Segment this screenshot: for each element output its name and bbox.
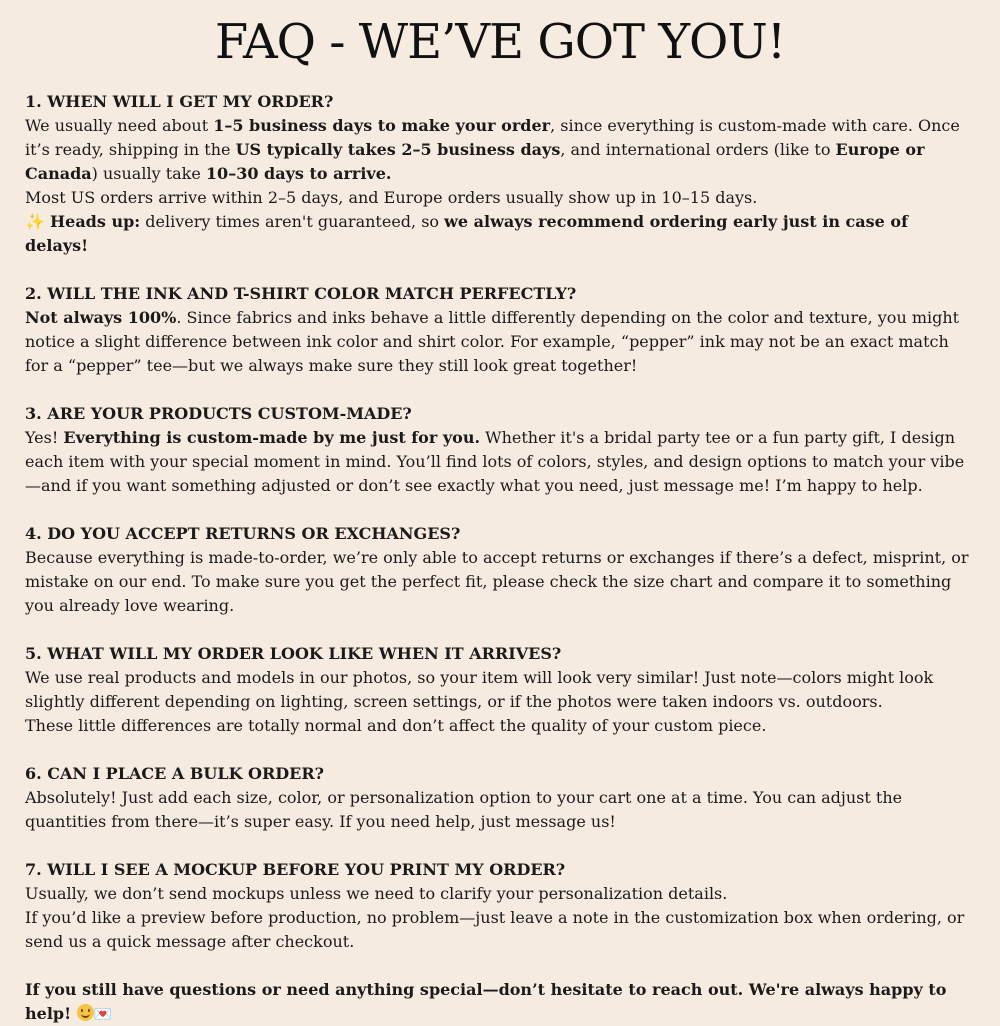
faq-answer: Because everything is made-to-order, we’re only able to accept returns or exchanges if there’s a defect, misprint, or mistake on our end. To make sure you get the perfect fit, please check the size chart and compare it to something you already love wearing.	[25, 548, 969, 615]
faq-question: 3. ARE YOUR PRODUCTS CUSTOM-MADE?	[25, 404, 412, 423]
answer-text: , and international orders (like to	[560, 140, 836, 159]
faq-answer: Absolutely! Just add each size, color, or personalization option to your cart one at a time. You can adjust the quantities from there—it’s super easy. If you need help, just message us!	[25, 788, 903, 831]
answer-text: We usually need about	[25, 116, 214, 135]
faq-answer: Usually, we don’t send mockups unless we need to clarify your personalization details.	[25, 884, 728, 903]
answer-text: , since everything is custom-made with care. Once it’s ready, shipping in the	[25, 116, 960, 159]
answer-emphasis: Everything is custom-made by me just for you.	[63, 428, 481, 447]
answer-emphasis: Not always 100%	[25, 308, 177, 327]
faq-answer	[25, 210, 975, 258]
answer-text: Yes!	[25, 428, 64, 447]
sparkle-icon: ✨	[25, 212, 45, 231]
faq-answer: Most US orders arrive within 2–5 days, and Europe orders usually show up in 10–15 days.	[25, 188, 758, 207]
answer-text: delivery times aren't guaranteed, so	[140, 212, 445, 231]
answer-emphasis: Heads up:	[50, 212, 141, 231]
faq-answer	[25, 114, 975, 186]
love-letter-icon: 💌	[93, 1005, 113, 1023]
faq-item-2	[25, 282, 975, 378]
answer-emphasis: Europe or Canada	[25, 140, 925, 183]
closing-text: If you still have questions or need anything special—don’t hesitate to reach out. We're always happy to help!	[25, 980, 947, 1023]
faq-answer: If you’d like a preview before production, no problem—just leave a note in the customization box when ordering, or send us a quick message after checkout.	[25, 908, 965, 951]
faq-question: 5. WHAT WILL MY ORDER LOOK LIKE WHEN IT ARRIVES?	[25, 644, 562, 663]
faq-item-6	[25, 762, 975, 834]
faq-question: 6. CAN I PLACE A BULK ORDER?	[25, 764, 325, 783]
smile-icon	[77, 1004, 94, 1021]
closing-message	[25, 978, 975, 1026]
faq-body	[25, 90, 975, 1026]
answer-text: Whether it's a bridal party tee or a fun party gift, I design each item with your special moment in mind. You’ll find lots of colors, styles, and design options to match your vibe—and if you want something adjusted or don’t see exactly what you need, just message me! I’m happy to help.	[25, 428, 965, 495]
faq-answer	[25, 426, 975, 498]
faq-item-3	[25, 402, 975, 498]
faq-question: 2. WILL THE INK AND T-SHIRT COLOR MATCH PERFECTLY?	[25, 284, 577, 303]
faq-question: 4. DO YOU ACCEPT RETURNS OR EXCHANGES?	[25, 524, 461, 543]
answer-text: ) usually take	[91, 164, 206, 183]
faq-item-7	[25, 858, 975, 954]
answer-emphasis: 10–30 days to arrive.	[205, 164, 392, 183]
faq-item-5	[25, 642, 975, 738]
faq-question: 1. WHEN WILL I GET MY ORDER?	[25, 92, 334, 111]
answer-emphasis: US typically takes 2–5 business days	[235, 140, 561, 159]
page-title: FAQ - WE’VE GOT YOU!	[214, 14, 786, 70]
faq-answer: These little differences are totally normal and don’t affect the quality of your custom piece.	[25, 716, 767, 735]
faq-answer: We use real products and models in our photos, so your item will look very similar! Just note—colors might look slightly different depending on lighting, screen settings, or if the photos were taken indoors vs. outdoors.	[25, 668, 934, 711]
faq-item-4	[25, 522, 975, 618]
answer-emphasis: we always recommend ordering early just in case of delays!	[25, 212, 908, 255]
answer-text: . Since fabrics and inks behave a little differently depending on the color and texture, you might notice a slight difference between ink color and shirt color. For example, “pepper” ink may not be an exact match for a “pepper” tee—but we always make sure they still look great together!	[25, 308, 960, 375]
faq-item-1	[25, 90, 975, 258]
answer-emphasis: 1–5 business days to make your order	[213, 116, 551, 135]
faq-answer	[25, 306, 975, 378]
faq-question: 7. WILL I SEE A MOCKUP BEFORE YOU PRINT MY ORDER?	[25, 860, 566, 879]
